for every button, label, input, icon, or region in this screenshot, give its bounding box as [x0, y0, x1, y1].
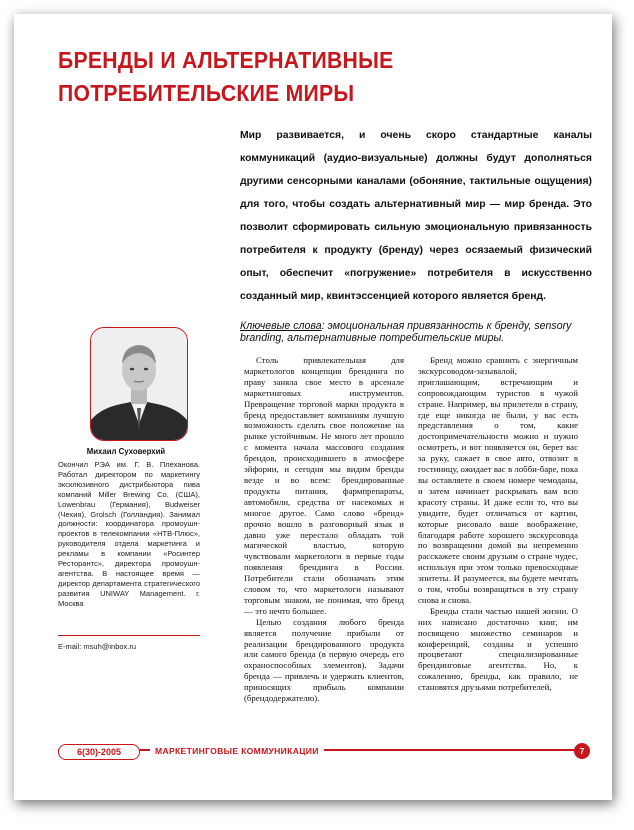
- author-bio: Окончил РЭА им. Г. В. Плеханова. Работал директором по маркетингу эксклюзивного дистрибьютора пива компаний Miller Brewing Co. (США), Lowenbrau (Германия), Budweiser (Чехия), Grolsch (Голландия). Занимал должности: координатора промоушн-проектов в телекомпании «НТВ-Плюс», руководителя отдела маркетинга и рекламы в компании «Росинтер Ресторантс», директора промоушн-агентства. В настоящее время — директор департамента стратегического развития UNIWAY Management. г. Москва: [58, 460, 200, 608]
- author-divider: [58, 635, 200, 636]
- body-column-1: [244, 355, 404, 704]
- author-email[interactable]: E-mail: msuh@inbox.ru: [58, 642, 137, 651]
- author-photo: [90, 327, 188, 441]
- paragraph: Столь привлекательная для маркетологов концепция брендинга по праву заняла свое место в арсенале маркетинговых инструментов. Превращение торговой марки продукта в бренд предоставляет компаниям лучшую возможность сделать свое положение на рынке устойчивым. Не много лет прошло с момента начала массового создания брендов, происходившего в атмосфере эйфории, и сегодня мы видим бренды везде и во всем: брендированные продукты питания, фармпрепараты, автомобили, средства от насекомых и многое другое. Само слово «бренд» прочно вошло в разговорный язык и давно уже перестало обладать той магической властью, которую чувствовали маркетологи в первые годы появления брендинга в России. Потребители стали обозначать этим словом то, что маркетологи называют торговым знаком, не понимая, что бренд — это нечто большее.: [244, 355, 404, 616]
- author-name: Михаил Суховерхий: [86, 447, 166, 456]
- title-line-2: ПОТРЕБИТЕЛЬСКИЕ МИРЫ: [58, 80, 355, 106]
- paragraph: Бренд можно сравнить с энергичным экскурсоводом-зазывалой, приглашающим, встречающим и сопровождающим туристов в чужой стране. Например, вы прилетели в страну, где еще никогда не были, у вас есть представления о том, какие достопримечательности можно и нужно осмотреть, и вот появляется он, берет вас за руку, сажает в свое авто, отвозит в гостиницу, ожидает вас в лобби-баре, пока вы оставляете в своем номере чемоданы, и затем начинает раскрывать вам всю красоту страны. И даже если то, что вы увидите, будет отличаться от картин, которые рисовало ваше воображение, благодаря работе хорошего экскурсовода по возвращении домой вы непременно расскажете своим друзьям о стране чудес, используя при этом только превосходные эпитеты. И разумеется, вы будете мечтать о том, чтобы возвращаться в эту страну снова и снова.: [418, 355, 578, 605]
- title-line-1: БРЕНДЫ И АЛЬТЕРНАТИВНЫЕ: [58, 47, 394, 73]
- lead-paragraph: Мир развивается, и очень скоро стандартные каналы коммуникаций (аудио-визуальные) должны будут дополняться другими сенсорными каналами (обоняние, тактильные ощущения) для того, чтобы создать альтернативный мир — мир бренда. Это позволит сформировать сильную эмоциональную привязанность потребителя к продукту (бренду) через осязаемый физический опыт, обеспечит «погружение» потребителя в искусственно созданный мир, квинтэссенцией которого является бренд.: [240, 130, 592, 302]
- paragraph: Целью создания любого бренда является получение прибыли от реализации брендированного продукта или самого бренда (в первую очередь его охраноспособных элементов). Задачи бренда — привлечь и удержать клиентов, приносящих прибыль компании (брендодержателю).: [244, 616, 404, 704]
- magazine-page: [14, 14, 612, 800]
- page-number: 7: [574, 743, 590, 759]
- keywords: [240, 320, 592, 344]
- article-title: [58, 44, 500, 110]
- body-column-2: [418, 355, 578, 693]
- keywords-label: Ключевые слова: [240, 320, 322, 332]
- author-portrait-icon: [91, 328, 187, 440]
- keywords-text: : эмоциональная привязанность к бренду, sensory branding, альтернативные потребительские миры.: [240, 320, 572, 344]
- issue-badge: 6(30)-2005: [58, 744, 140, 760]
- paragraph: Бренды стали частью нашей жизни. О них написано достаточно книг, им посвящено множество семинаров и конференций, созданы и успешно процветают специализированные брендинговые агентства. Но, к сожалению, бренды, как правило, не становятся друзьями потребителей,: [418, 605, 578, 693]
- section-name: МАРКЕТИНГОВЫЕ КОММУНИКАЦИИ: [150, 745, 324, 757]
